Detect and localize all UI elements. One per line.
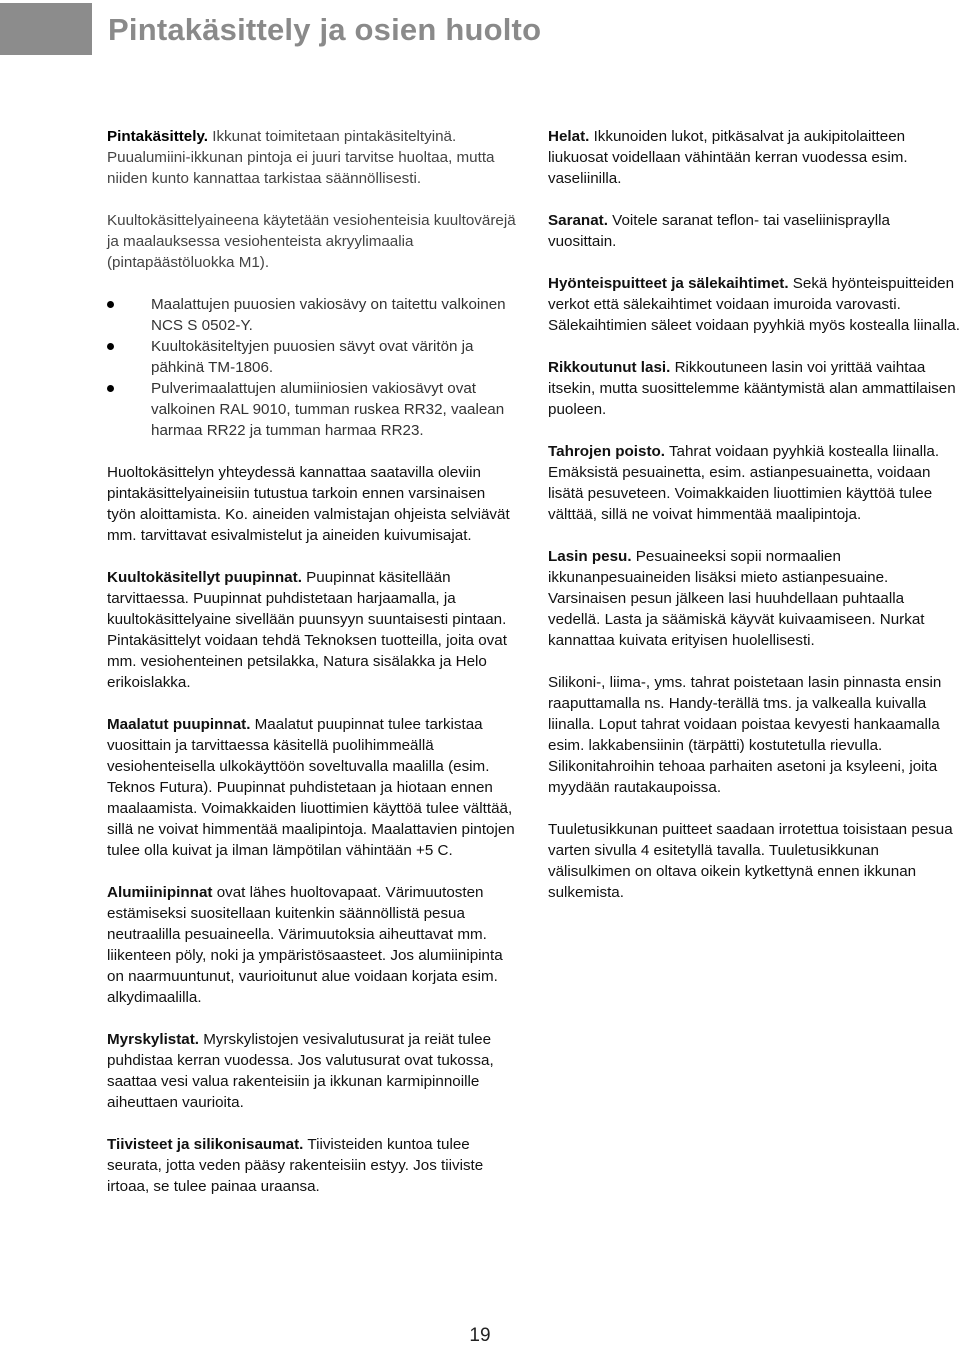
stained-wood-text: Puupinnat käsitellään tarvittaessa. Puupinnat puhdistetaan harjaamalla, ja kuultokäsittelyaine sivellään puunsyyn suuntaisesti pintaan. Pintakäsittelyt voidaan tehdä Teknoksen tuotteilla, joita ovat mm. vesiohenteinen petsilakka, Natura sisälakka ja Helo erikoislakka. <box>107 569 507 691</box>
screens-text: Sekä hyönteispuitteiden verkot että sälekaihtimet voidaan imuroida varovasti. Sälekaihtimien säleet voidaan pyyhkiä myös kostealla liinalla. <box>548 275 960 334</box>
fittings-paragraph <box>548 126 960 189</box>
hinges-heading: Saranat. <box>548 212 608 229</box>
intro-heading: Pintakäsittely. <box>107 128 209 145</box>
drains-heading: Myrskylistat. <box>107 1031 200 1048</box>
bullet-text: Kuultokäsiteltyjen puuosien sävyt ovat väritön ja pähkinä TM-1806. <box>151 338 474 376</box>
list-item <box>107 336 517 378</box>
silicone-paragraph: Silikoni-, liima-, yms. tahrat poistetaan lasin pinnasta ensin raaputtamalla ns. Handy-terällä tms. ja valkealla kuivalla liinalla. Loput tahrat voidaan poistaa kevyesti hankaamalla esim. lakkabensiinin (tärpätti) kostutetulla rievulla. Silikonitahroihin tehoaa parhaiten asetoni ja ksyleeni, joita myydään rautakaupoissa. <box>548 674 942 796</box>
glass-washing-heading: Lasin pesu. <box>548 548 632 565</box>
drains-paragraph <box>107 1029 517 1113</box>
glass-washing-text: Pesuaineeksi sopii normaalien ikkunanpesuaineiden lisäksi mieto astianpesuaine. Varsinaisen pesun jälkeen lasi huuhdellaan puhtaalla vedellä. Lasta ja säämiskä käyvät kuivaamiseen. Nurkat kannattaa kuivata erityisen huolellisesti. <box>548 548 925 649</box>
hinges-text: Voitele saranat teflon- tai vaseliinispraylla vuosittain. <box>548 212 890 250</box>
painted-wood-paragraph <box>107 714 517 861</box>
fittings-text: Ikkunoiden lukot, pitkäsalvat ja aukipitolaitteen liukuosat voidellaan vähintään kerran vuodessa esim. vaseliinilla. <box>548 128 908 187</box>
bullet-icon <box>107 301 114 308</box>
list-item <box>107 378 517 441</box>
broken-glass-heading: Rikkoutunut lasi. <box>548 359 671 376</box>
screens-heading: Hyönteispuitteet ja sälekaihtimet. <box>548 275 789 292</box>
bullet-icon <box>107 343 114 350</box>
hinges-paragraph <box>548 210 960 252</box>
header-gray-block <box>0 3 92 55</box>
page-number: 19 <box>469 1325 491 1346</box>
bullet-text: Maalattujen puuosien vakiosävy on taitettu valkoinen NCS S 0502-Y. <box>151 296 506 334</box>
stain-info-paragraph: Kuultokäsittelyaineena käytetään vesiohenteisia kuultovärejä ja maalauksessa vesiohenteista akryylimaalia (pintapäästöluokka M1). <box>107 212 516 271</box>
stained-wood-paragraph <box>107 567 517 693</box>
intro-paragraph <box>107 126 517 189</box>
glass-washing-paragraph <box>548 546 960 651</box>
seals-text: Tiivisteiden kuntoa tulee seurata, jotta veden pääsy rakenteisiin estyy. Jos tiiviste irtoaa, se tulee painaa uraansa. <box>107 1136 484 1195</box>
stained-wood-heading: Kuultokäsitellyt puupinnat. <box>107 569 302 586</box>
stains-text: Tahrat voidaan pyyhkiä kostealla liinalla. Emäksistä pesuainetta, esim. astianpesuainetta, voidaan lisätä pesuveteen. Voimakkaiden liuottimien käyttöä tulee välttää, sillä ne voivat himmentää maalipintoja. <box>548 443 940 523</box>
ventilation-paragraph: Tuuletusikkunan puitteet saadaan irrotettua toisistaan pesua varten sivulla 4 esitetyllä tavalla. Tuuletusikkunan välisulkimen on oltava oikein kytkettynä ennen ikkunan sulkemista. <box>548 821 953 901</box>
left-column <box>107 126 517 1218</box>
seals-paragraph <box>107 1134 517 1197</box>
page-title: Pintakäsittely ja osien huolto <box>108 12 542 47</box>
drains-text: Myrskylistojen vesivalutusurat ja reiät tulee puhdistaa kerran vuodessa. Jos valutusurat ovat tukossa, saattaa vesi valua rakenteisiin ja ikkunan karmipinnoille aiheuttaen vaurioita. <box>107 1031 494 1111</box>
aluminium-paragraph <box>107 882 517 1008</box>
fittings-heading: Helat. <box>548 128 590 145</box>
list-item <box>107 294 517 336</box>
right-column <box>548 126 960 924</box>
broken-glass-text: Rikkoutuneen lasin voi yrittää vaihtaa itsekin, mutta suosittelemme kääntymistä alan ammattilaisen puoleen. <box>548 359 956 418</box>
broken-glass-paragraph <box>548 357 960 420</box>
stains-heading: Tahrojen poisto. <box>548 443 665 460</box>
screens-paragraph <box>548 273 960 336</box>
painted-wood-heading: Maalatut puupinnat. <box>107 716 251 733</box>
bullet-icon <box>107 385 114 392</box>
aluminium-text: ovat lähes huoltovapaat. Värimuutosten estämiseksi suositellaan kuitenkin säännöllistä pesua neutraalilla pesuaineella. Värimuutoksia aiheuttavat mm. liikenteen pöly, noki ja ympäristösaasteet. Jos alumiinipinta on naarmuuntunut, vaurioitunut alue voidaan korjata esim. alkydimaalilla. <box>107 884 503 1006</box>
intro-text: Ikkunat toimitetaan pintakäsiteltyinä. Puualumiini-ikkunan pintoja ei juuri tarvitse huoltaa, mutta niiden kunto kannattaa tarkistaa säännöllisesti. <box>107 128 495 187</box>
aluminium-heading: Alumiinipinnat <box>107 884 213 901</box>
painted-wood-text: Maalatut puupinnat tulee tarkistaa vuosittain ja tarvittaessa käsitellä puolihimmeällä vesiohenteisella ulkokäyttöön soveltuvalla maalilla (esim. Teknos Futura). Puupinnat puhdistetaan ja hiotaan ennen maalaamista. Voimakkaiden liuottimien käyttöä tulee välttää, sillä ne voivat himmentää maalipintoja. Maalattavien pintojen tulee olla kuivat ja ilman lämpötilan vähintään +5 C. <box>107 716 515 859</box>
seals-heading: Tiivisteet ja silikonisaumat. <box>107 1136 304 1153</box>
color-bullet-list <box>107 294 517 441</box>
bullet-text: Pulverimaalattujen alumiiniosien vakiosävyt ovat valkoinen RAL 9010, tumman ruskea RR32, vaalean harmaa RR22 ja tumman harmaa RR23. <box>151 380 505 439</box>
stains-paragraph <box>548 441 960 525</box>
maintenance-paragraph: Huoltokäsittelyn yhteydessä kannattaa saatavilla oleviin pintakäsittelyaineisiin tutustua tarkoin ennen varsinaisen työn aloittamista. Ko. aineiden valmistajan ohjeista selviävät mm. tarvittavat esivalmistelut ja aineiden kuivumisajat. <box>107 464 510 544</box>
